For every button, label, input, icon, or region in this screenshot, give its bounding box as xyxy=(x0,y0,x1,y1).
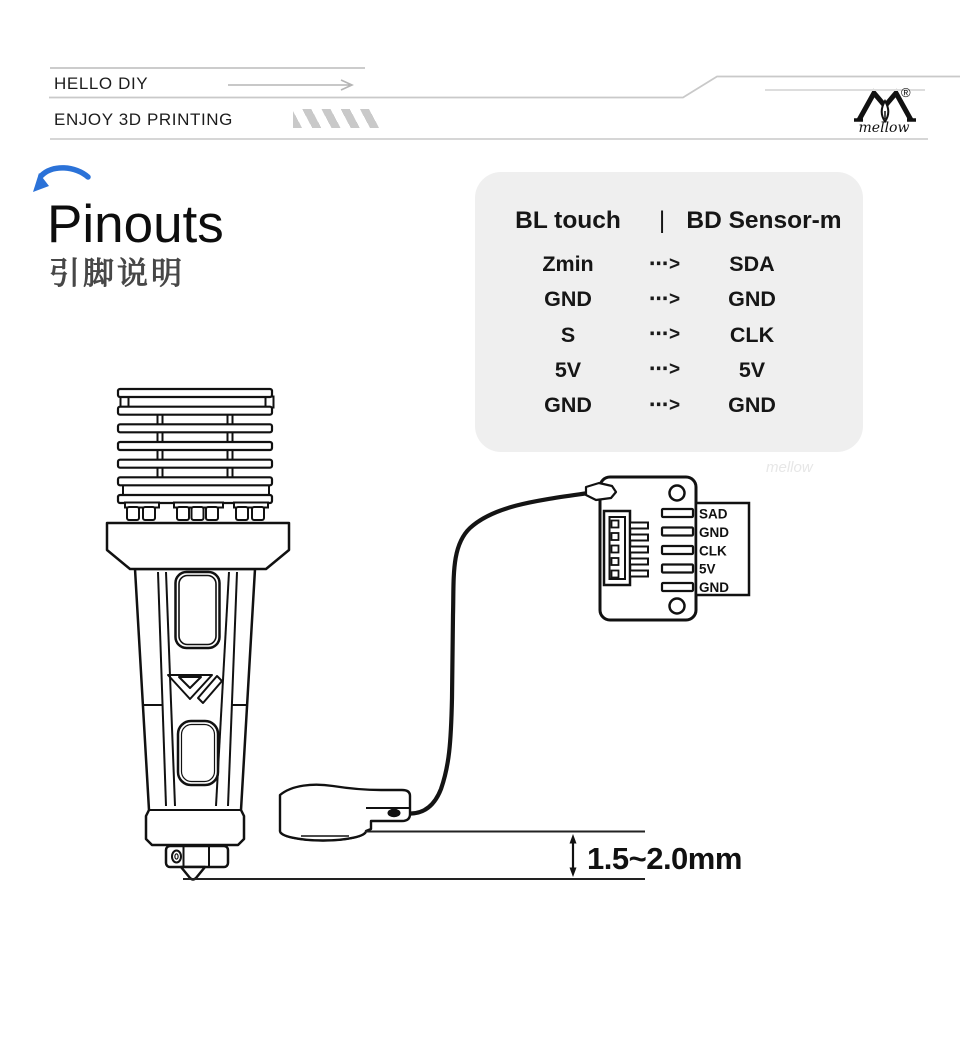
jst-connector xyxy=(604,511,648,585)
mapping-arrow-icon: ⋯> xyxy=(648,359,682,381)
wire-crimp-terminal xyxy=(586,483,616,500)
measurement-group xyxy=(183,832,742,880)
gap-measurement: 1.5~2.0mm xyxy=(587,841,742,876)
header-tagline-2: ENJOY 3D PRINTING xyxy=(54,110,233,129)
watermark: mellow xyxy=(766,459,813,476)
upper-window xyxy=(176,572,220,648)
pinout-row xyxy=(475,318,863,353)
right-arrow-icon xyxy=(228,80,352,90)
pin-label: 5V xyxy=(699,561,716,577)
pinout-row xyxy=(475,354,863,389)
mounting-block xyxy=(107,523,289,569)
pin-label: CLK xyxy=(699,543,727,559)
brand-wordmark: mellow xyxy=(858,120,910,136)
pin-from: GND xyxy=(544,393,592,418)
pinout-rows xyxy=(475,248,863,424)
mapping-arrow-icon: ⋯> xyxy=(648,253,682,275)
pinout-row xyxy=(475,248,863,283)
heatsink-fins xyxy=(118,389,272,503)
blue-swoosh-arrow-icon xyxy=(33,168,88,192)
cable-solder-dot xyxy=(388,809,401,817)
mounting-hole-top xyxy=(670,486,685,501)
pin-to: CLK xyxy=(729,322,775,347)
header-top-line xyxy=(50,67,365,69)
pin-to: GND xyxy=(728,287,776,312)
pinout-row xyxy=(475,283,863,318)
pinout-card-header xyxy=(475,206,863,238)
pin-from: GND xyxy=(544,287,592,312)
pinout-col-left-title: BL touch xyxy=(515,207,621,234)
pin-to: SDA xyxy=(729,252,775,277)
pinout-card xyxy=(475,172,863,452)
nozzle xyxy=(166,846,228,880)
pinout-row xyxy=(475,389,863,424)
mapping-arrow-icon: ⋯> xyxy=(648,394,682,416)
mapping-arrow-icon: ⋯> xyxy=(648,324,682,346)
mounting-hole-bottom xyxy=(670,599,685,614)
pin-label: GND xyxy=(699,580,729,595)
pin-from: S xyxy=(560,322,576,347)
dimension-arrow-icon xyxy=(570,834,577,877)
registered-trademark-icon: ® xyxy=(901,85,911,100)
pin-label: GND xyxy=(699,525,729,540)
mapping-arrow-icon: ⋯> xyxy=(648,289,682,311)
hotend-drawing xyxy=(107,389,289,880)
pinout-col-right-title: BD Sensor-m xyxy=(686,207,842,234)
pin-labels xyxy=(699,507,729,596)
header-tagline-1: HELLO DIY xyxy=(54,74,149,93)
pin-from: Zmin xyxy=(542,252,594,277)
pin-from: 5V xyxy=(554,357,582,382)
pin-to: 5V xyxy=(738,357,766,382)
pcb-module xyxy=(586,477,749,620)
page-title: Pinouts xyxy=(47,195,224,254)
page-subtitle: 引脚说明 xyxy=(49,256,185,291)
pinout-separator: | xyxy=(658,207,666,234)
pin-label: SAD xyxy=(699,506,728,522)
lower-window xyxy=(178,721,218,785)
header-bottom-line xyxy=(50,138,928,140)
header-divider-line xyxy=(49,77,960,98)
hazard-stripes-icon xyxy=(293,109,379,128)
pin-to: GND xyxy=(728,393,776,418)
sensor-cable xyxy=(398,493,589,814)
mounting-bolts xyxy=(125,503,268,521)
